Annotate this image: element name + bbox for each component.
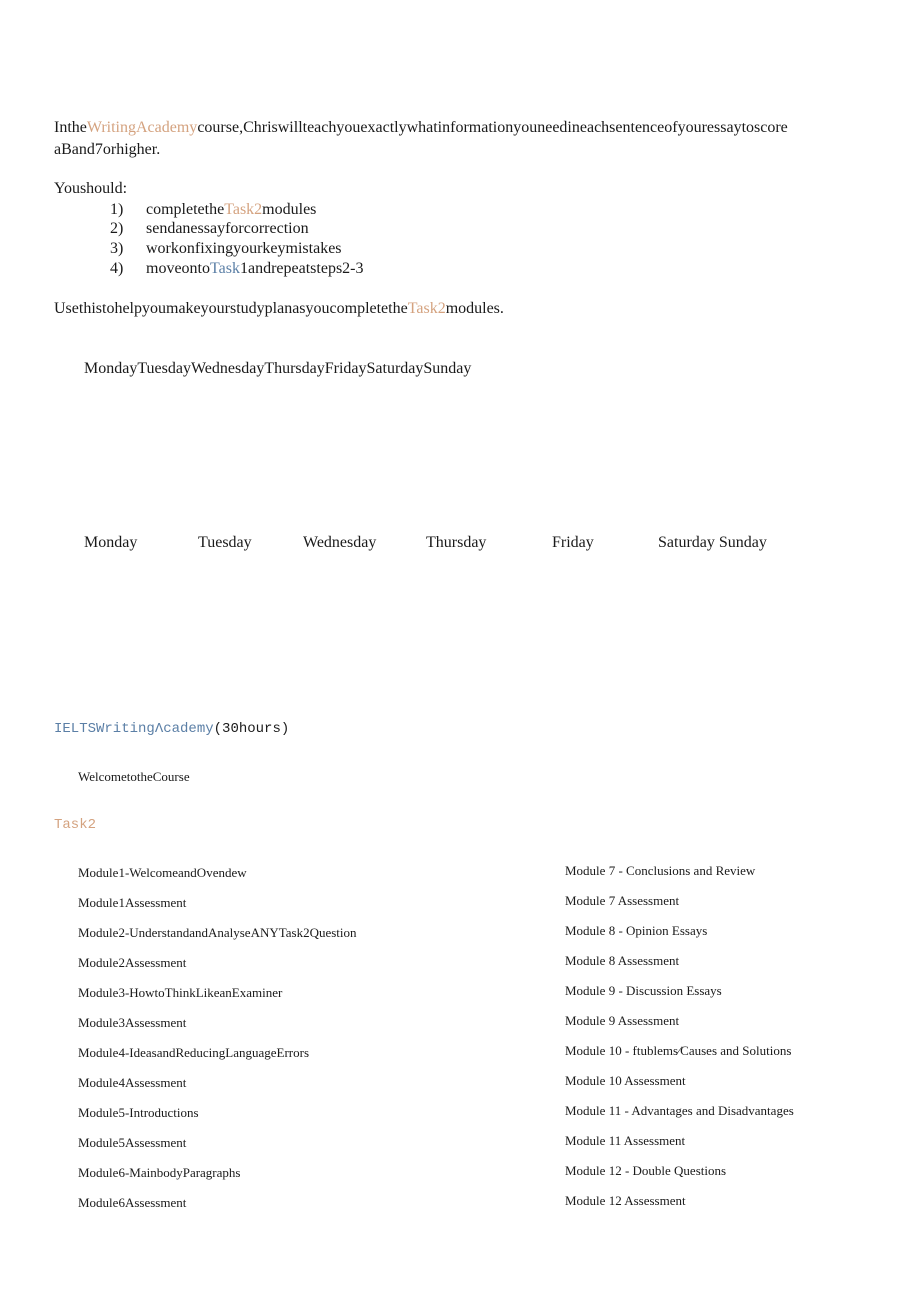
writing-academy-link[interactable]: WritingAcademy [86,119,198,136]
module-item[interactable]: Module 9 Assessment [565,1013,680,1028]
step-text-post: modules [262,201,317,218]
step-number: 2) [110,220,124,237]
module-item[interactable]: Module2Assessment [78,955,187,970]
course-hours: (30hours) [213,721,290,737]
module-item[interactable]: Module 8 - Opinion Essays [565,923,708,938]
plan-text-post: modules. [445,300,504,317]
module-item[interactable]: Module 11 - Advantages and Disadvantages [565,1103,794,1118]
day-tuesday: Tuesday [198,534,252,551]
step-text-pre: moveonto [146,260,210,277]
step-text [146,220,309,238]
module-item[interactable]: Module3Assessment [78,1015,187,1030]
module-item[interactable]: Module4Assessment [78,1075,187,1090]
module-item[interactable]: Module 7 - Conclusions and Review [565,863,756,878]
module-item[interactable]: Module1-WelcomeandOvendew [78,865,247,880]
step-text [146,240,342,258]
intro-text-pre: Inthe [54,119,87,136]
module-item[interactable]: Module 12 - Double Questions [565,1163,727,1178]
module-item[interactable]: Module1Assessment [78,895,187,910]
module-item[interactable]: Module 10 - ftublems⁄Causes and Solutions [565,1043,792,1058]
step-text-pre: workonfixingyourkeymistakes [146,240,342,257]
plan-text-pre: Usethistohelpyoumakeyourstudyplanasyoucompletethe [54,300,408,317]
step-number: 3) [110,240,124,257]
plan-task2-link[interactable]: Task2 [407,300,446,317]
welcome-item[interactable]: WelcometotheCourse [78,769,190,784]
module-item[interactable]: Module 11 Assessment [565,1133,686,1148]
module-item[interactable]: Module6Assessment [78,1195,187,1210]
intro-line-1 [54,119,788,137]
plan-line [54,300,504,318]
intro-line-2: aBand7orhigher. [54,141,161,158]
day-saturday-sunday: Saturday Sunday [658,534,767,551]
days-line: MondayTuesdayWednesdayThursdayFridaySaturdaySunday [84,360,472,377]
day-wednesday: Wednesday [303,534,377,551]
module-item[interactable]: Module5-Introductions [78,1105,199,1120]
day-thursday: Thursday [426,534,487,551]
module-item[interactable]: Module3-HowtoThinkLikeanExaminer [78,985,283,1000]
module-item[interactable]: Module4-IdeasandReducingLanguageErrors [78,1045,310,1060]
module-item[interactable]: Module6-MainbodyParagraphs [78,1165,241,1180]
course-heading [54,720,289,737]
module-item[interactable]: Module 7 Assessment [565,893,680,908]
step-text [146,201,316,219]
step-text-post: 1andrepeatsteps2-3 [239,260,364,277]
module-item[interactable]: Module2-UnderstandandAnalyseANYTask2Question [78,925,357,940]
module-item[interactable]: Module 10 Assessment [565,1073,686,1088]
task2-label[interactable]: Task2 [54,817,97,833]
should-heading: Youshould: [54,180,128,197]
step-text-pre: sendanessayforcorrection [146,220,309,237]
course-title[interactable]: IELTSWritingΛcademy [54,721,214,737]
module-item[interactable]: Module 9 - Discussion Essays [565,983,722,998]
intro-text-post: course,Chriswillteachyouexactlywhatinformationyouneedineachsentenceofyouressaytoscore [197,119,788,136]
day-friday: Friday [552,534,594,551]
module-item[interactable]: Module 12 Assessment [565,1193,686,1208]
step-number: 1) [110,201,124,218]
module-item[interactable]: Module5Assessment [78,1135,187,1150]
day-monday: Monday [84,534,138,551]
module-item[interactable]: Module 8 Assessment [565,953,680,968]
step-number: 4) [110,260,124,277]
step-text [146,260,364,278]
step-highlight[interactable]: Task2 [224,201,263,218]
step-text-pre: completethe [146,201,225,218]
step-highlight[interactable]: Task [210,260,240,277]
